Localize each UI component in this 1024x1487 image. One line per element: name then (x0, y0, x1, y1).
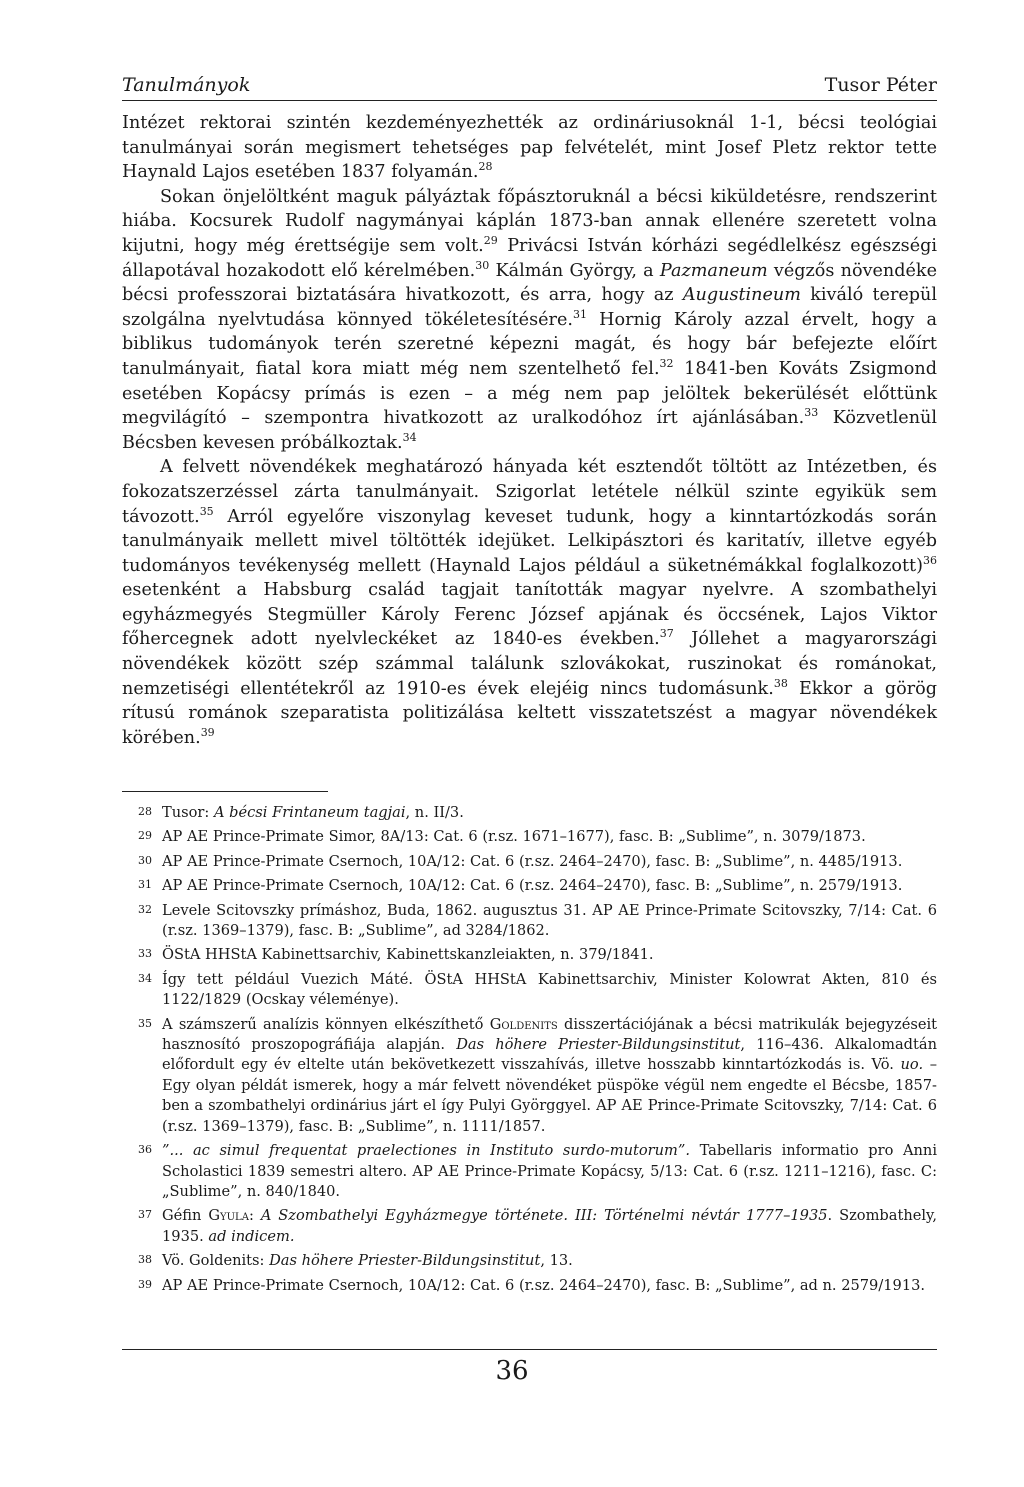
footnote (122, 876, 937, 896)
footnote (122, 1276, 937, 1296)
footnote (122, 852, 937, 872)
footnote-ref: 34 (402, 430, 417, 444)
footnote-ref: 39 (200, 725, 215, 739)
footnote-text: AP AE Prince-Primate Csernoch, 10A/12: Cat. 6 (r.sz. 2464–2470), fasc. B: „Sublime”, ad n. 2579/1913. (162, 1276, 926, 1294)
footnote (122, 1141, 937, 1202)
footnote-text: A számszerű analízis könnyen elkészíthető Goldenits disszertációjának a bécsi matrikulák bejegyzéseit hasznosító proszopográfiája alapján. Das höhere Priester-Bildungsinstitut, 116–436. Alkalomadtán előfordult egy év eltelte után bekövetkezett visszahívás, illetve hosszabb kinntartózkodás is. Vö. uo. – Egy olyan példát ismerek, hogy a már felvett növendéket püspöke végül nem engedte el Bécsbe, 1857-ben a szombathelyi ordinárius járt el így Pulyi Györggyel. AP AE Prince-Primate Scitovszky, 7/14: Cat. 6 (r.sz. 1369–1379), fasc. B: „Sublime”, n. 1111/1857. (162, 1015, 937, 1135)
author-name: Tusor Péter (824, 74, 937, 96)
footnote-number: 29 (138, 829, 152, 843)
footnote-number: 38 (138, 1253, 152, 1267)
footnote-ref: 36 (923, 553, 937, 567)
footnote-ref: 37 (659, 627, 674, 641)
text-run: Közvetlenül Bécsben kevesen próbálkoztak. (122, 408, 937, 453)
footnote-text: ÖStA HHStA Kabinettsarchiv, Kabinettskanzleiakten, n. 379/1841. (162, 946, 654, 964)
footnote (122, 803, 937, 823)
footnote-number: 33 (138, 947, 152, 961)
footnote-separator (122, 791, 328, 792)
text-run: kiváló terepül szolgálna nyelvtudása könnyed tökéletesítésére. (122, 285, 937, 330)
footnote-ref: 30 (475, 258, 490, 272)
text-run: Ekkor a görög rítusú románok szeparatista politizálása keltett visszatetszést a magyar növendékek körében. (122, 678, 937, 748)
footnote-ref: 29 (483, 234, 498, 248)
footnote-ref: 35 (199, 504, 214, 518)
page-number: 36 (495, 1356, 529, 1386)
footnote-text: AP AE Prince-Primate Simor, 8A/13: Cat. 6 (r.sz. 1671–1677), fasc. B: „Sublime”, n. 3079/1873. (162, 828, 866, 846)
footnote (122, 901, 937, 942)
footnote (122, 1015, 937, 1137)
footnote-ref: 28 (478, 160, 493, 174)
text-run-italic: Augustineum (682, 285, 801, 306)
footnote-number: 39 (138, 1277, 152, 1291)
footnote-ref: 38 (773, 676, 788, 690)
footnote-number: 35 (138, 1016, 152, 1030)
footnote-number: 37 (138, 1208, 152, 1222)
footnote-number: 28 (138, 805, 152, 818)
footnote-text: Géfin Gyula: A Szombathelyi Egyházmegye története. III: Történelmi névtár 1777–1935. Szombathely, 1935. ad indicem. (162, 1207, 937, 1245)
text-run: Intézet rektorai szintén kezdeményezhették az ordináriusoknál 1-1, bécsi teológiai tanulmányai során megismert tehetséges pap felvételét, mint Josef Pletz rektor tette Haynald Lajos esetében 1837 folyamán. (122, 113, 937, 183)
footnote-ref: 32 (659, 357, 674, 371)
text-run: Sokan önjelöltként maguk pályáztak főpásztoruknál a bécsi kiküldetésre, rendszerint hiába. Kocsurek Rudolf nagymányai káplán 1873-ban annak ellenére szeretett volna kijutni, hogy még érettségije sem volt. (122, 186, 937, 256)
running-header (122, 74, 937, 101)
footnote (122, 945, 937, 965)
footnote-text: ”... ac simul frequentat praelectiones in Instituto surdo-mutorum”. Tabellaris informatio pro Anni Scholastici 1839 semestri altero. AP AE Prince-Primate Kopácsy, 5/13: Cat. 6 (r.sz. 1211–1216), fasc. C: „Sublime”, n. 840/1840. (162, 1142, 937, 1200)
page-content (122, 74, 937, 750)
text-run: Kálmán György, a (489, 260, 660, 281)
footnote (122, 827, 937, 847)
text-run: végzős növendéke bécsi professzorai biztatására hivatkozott, és arra, hogy az (122, 260, 938, 306)
text-run: esetenként a Habsburg család tagjait tanították magyar nyelvre. A szombathelyi egyházmegyés Stegmüller Károly Ferenc József apjának és öccsének, Lajos Viktor főhercegnek adott nyelvleckéket az 1840-es években. (122, 580, 937, 650)
footnote-text: AP AE Prince-Primate Csernoch, 10A/12: Cat. 6 (r.sz. 2464–2470), fasc. B: „Sublime”, n. 4485/1913. (162, 852, 903, 870)
footnote-number: 31 (138, 878, 152, 892)
footnote (122, 970, 937, 1011)
footnote-ref: 31 (572, 307, 587, 321)
footnote-number: 32 (138, 902, 152, 916)
footnote-text: AP AE Prince-Primate Csernoch, 10A/12: Cat. 6 (r.sz. 2464–2470), fasc. B: „Sublime”, n. 2579/1913. (162, 877, 903, 895)
paragraph (122, 455, 937, 750)
footnote-text: Levele Scitovszky prímáshoz, Buda, 1862. augusztus 31. AP AE Prince-Primate Scitovszky, 7/14: Cat. 6 (r.sz. 1369–1379), fasc. B: „Sublime”, ad 3284/1862. (162, 901, 937, 940)
paragraph (122, 185, 937, 456)
text-run-italic: Pazmaneum (659, 260, 768, 281)
footnote-text: Tusor: A bécsi Frintaneum tagjai, n. II/3. (162, 804, 464, 821)
footnotes (122, 803, 937, 1300)
section-title: Tanulmányok (122, 74, 251, 96)
text-run: A felvett növendékek meghatározó hányada két esztendőt töltött az Intézetben, és fokozatszerzéssel zárta tanulmányait. Szigorlat letétele nélkül szinte egyikük sem távozott. (122, 457, 937, 527)
footnote-number: 36 (138, 1143, 152, 1157)
footnote (122, 1206, 937, 1247)
text-run: Hornig Károly azzal érvelt, hogy a biblikus tudományok terén szeretné képezni magát, és hogy bár befejezte előírt tanulmányait, fiatal kora miatt még nem szentelhető fel. (122, 309, 937, 379)
page-bottom-rule (122, 1349, 937, 1350)
main-text (122, 111, 937, 750)
footnote-text: Így tett például Vuezich Máté. ÖStA HHStA Kabinettsarchiv, Minister Kolowrat Akten, 810 és 1122/1829 (Ocskay véleménye). (162, 970, 937, 1009)
text-run: Arról egyelőre viszonylag keveset tudunk, hogy a kinntartózkodás során tanulmányaik mellett mivel töltötték idejüket. Lelkipásztori és karitatív, illetve egyéb tudományos tevékenység mellett (Haynald Lajos például a süketnémákkal foglalkozott) (122, 506, 937, 576)
text-run: Jóllehet a magyarországi növendékek között szép számmal találunk szlovákokat, ruszinokat és románokat, nemzetiségi ellentétekről az 1910-es évek elejéig nincs tudomásunk. (122, 629, 937, 699)
footnote (122, 1251, 937, 1271)
paragraph (122, 111, 937, 185)
footnote-number: 30 (138, 853, 152, 867)
footnote-text: Vö. Goldenits: Das höhere Priester-Bildungsinstitut, 13. (162, 1252, 573, 1270)
text-run: Privácsi István kórházi segédlelkész egészségi állapotával hozakodott elő kérelmében. (122, 235, 937, 281)
footnote-number: 34 (138, 971, 152, 985)
footnote-ref: 33 (804, 406, 819, 420)
text-run: 1841-ben Kováts Zsigmond esetében Kopácsy prímás is ezen – a még nem pap jelöltek bekerülését előttünk megvilágító – szempontra hivatkozott az uralkodóhoz írt ajánlásában. (122, 358, 937, 429)
